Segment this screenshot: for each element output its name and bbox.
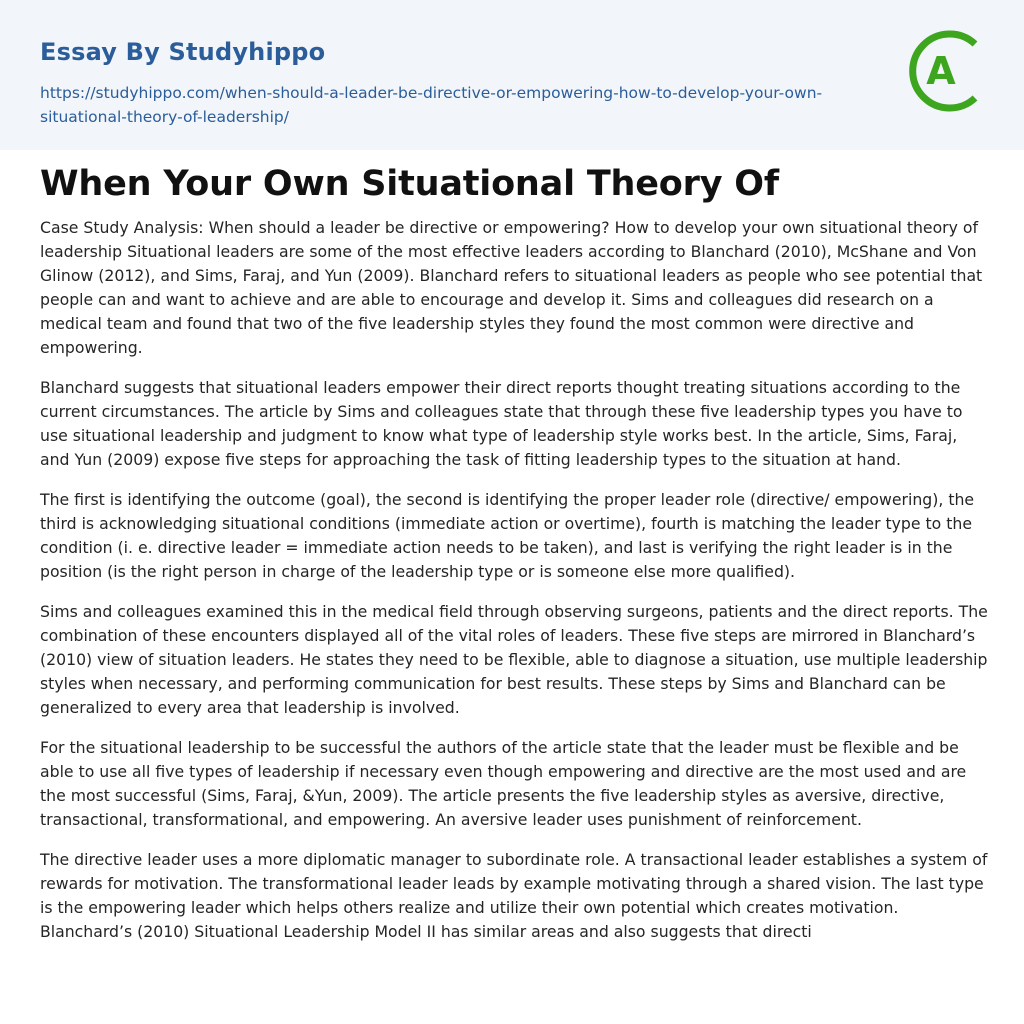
- essay-paragraph: The directive leader uses a more diplomatic manager to subordinate role. A transactional leader establishes a system of rewards for motivation. The transformational leader leads by example motivating through a shared vision. The last type is the empowering leader which helps others realize and utilize their own potential which creates motivation. Blanchard’s (2010) Situational Leadership Model II has similar areas and also suggests that directi: [40, 850, 988, 941]
- essay-paragraph: Case Study Analysis: When should a leader be directive or empowering? How to develop your own situational theory of leadership Situational leaders are some of the most effective leaders according to Blanchard (2010), McShane and Von Glinow (2012), and Sims, Faraj, and Yun (2009). Blanchard refers to situational leaders as people who see potential that people can and want to achieve and are able to encourage and develop it. Sims and colleagues did research on a medical team and found that two of the five leadership styles they found the most common were directive and empowering.: [40, 218, 983, 357]
- source-url-link[interactable]: https://studyhippo.com/when-should-a-leader-be-directive-or-empowering-how-to-develop-your-own-situational-theory-of-leadership/: [40, 84, 823, 126]
- essay-paragraph: Sims and colleagues examined this in the medical field through observing surgeons, patients and the direct reports. The combination of these encounters displayed all of the vital roles of leaders. These five steps are mirrored in Blanchard’s (2010) view of situation leaders. He states they need to be flexible, able to diagnose a situation, use multiple leadership styles when necessary, and performing communication for best results. These steps by Sims and Blanchard can be generalized to every area that leadership is involved.: [40, 602, 988, 717]
- essay-paragraph: Blanchard suggests that situational leaders empower their direct reports thought treating situations according to the current circumstances. The article by Sims and colleagues state that through these five leadership types you have to use situational leadership and judgment to know what type of leadership style works best. In the article, Sims, Faraj, and Yun (2009) expose five steps for approaching the task of fitting leadership types to the situation at hand.: [40, 378, 963, 469]
- essay-body: [40, 216, 988, 960]
- site-header: [0, 0, 1024, 150]
- essay-title: When Your Own Situational Theory Of: [40, 164, 779, 204]
- essay-paragraph: For the situational leadership to be successful the authors of the article state that the leader must be flexible and be able to use all five types of leadership if necessary even though empowering and directive are the most used and are the most successful (Sims, Faraj, &Yun, 2009). The article presents the five leadership styles as aversive, directive, transactional, transformational, and empowering. An aversive leader uses punishment of reinforcement.: [40, 738, 967, 829]
- essay-paragraph: The first is identifying the outcome (goal), the second is identifying the proper leader role (directive/ empowering), the third is acknowledging situational conditions (immediate action or overtime), fourth is matching the leader type to the condition (i. e. directive leader = immediate action needs to be taken), and last is verifying the right leader is in the position (is the right person in charge of the leadership type or is someone else more qualified).: [40, 490, 975, 581]
- studyhippo-logo-icon[interactable]: [908, 28, 988, 116]
- site-brand[interactable]: Essay By Studyhippo: [40, 38, 326, 66]
- logo-letter: A: [926, 49, 956, 93]
